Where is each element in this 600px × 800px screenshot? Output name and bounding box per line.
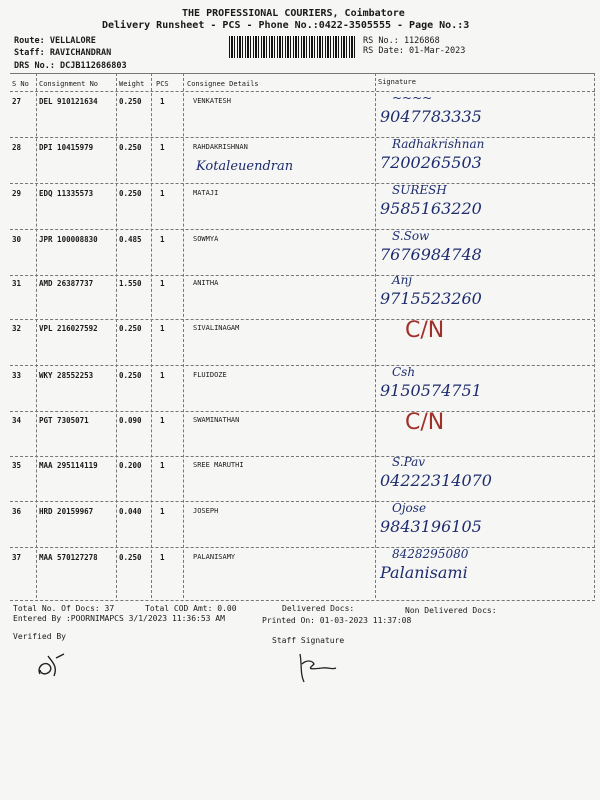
cell-consignee: SIVALINAGAM [193,324,240,332]
staff-signature [292,650,342,686]
cell-consignee: PALANISAMY [193,553,236,561]
cell-consignee: SWAMINATHAN [193,416,240,424]
cell-consignment: PGT 7305071 [39,416,89,425]
total-cod: Total COD Amt: 0.00 [145,604,237,613]
cell-consignment: MAA 295114119 [39,461,98,470]
row-separator [10,411,595,412]
row-separator [10,365,595,366]
route-label: Route: VELLALORE [14,36,96,46]
signature-phone: 04222314070 [380,471,492,490]
entered-by: Entered By :POORNIMAPCS 3/1/2023 11:36:53 AM [13,614,225,623]
column-divider [594,73,595,598]
cell-weight: 0.250 [119,97,142,106]
column-divider [375,73,376,598]
signature-mark: Radhakrishnan [392,137,485,151]
cell-weight: 0.090 [119,416,142,425]
verified-by-label: Verified By [13,632,66,641]
cell-sno: 33 [12,371,22,380]
footer-rule [10,600,595,601]
row-separator [10,275,595,276]
column-divider [151,73,152,598]
cell-weight: 0.485 [119,235,142,244]
col-consignee: Consignee Details [187,80,259,88]
cell-sno: 27 [12,97,22,106]
signature-mark: Ojose [392,501,427,515]
cell-consignment: AMD 26387737 [39,279,94,288]
signature-mark: Csh [392,365,416,379]
non-delivered-docs: Non Delivered Docs: [405,606,497,615]
cell-consignment: EDQ 11335573 [39,189,94,198]
column-divider [36,73,37,598]
row-separator [10,456,595,457]
cell-consignee: SOWMYA [193,235,219,243]
row-separator [10,137,595,138]
signature-phone: 9150574751 [380,381,482,400]
cell-consignment: JPR 100008830 [39,235,98,244]
rs-date: RS Date: 01-Mar-2023 [363,46,466,56]
drs-label: DRS No.: DCJB112686803 [14,61,127,71]
cell-pcs: 1 [160,189,165,198]
cell-pcs: 1 [160,143,165,152]
row-separator [10,319,595,320]
rs-no: RS No.: 1126868 [363,36,440,46]
cell-sno: 31 [12,279,22,288]
cell-weight: 1.550 [119,279,142,288]
signature-mark: S.Sow [392,229,430,243]
cell-consignee: MATAJI [193,189,219,197]
signature-phone: 9843196105 [380,517,482,536]
verified-signature [30,648,70,682]
header-bottom-rule [10,91,595,92]
cell-pcs: 1 [160,553,165,562]
col-pcs: PCS [156,80,169,88]
printed-on: Printed On: 01-03-2023 11:37:08 [262,616,412,625]
cell-consignment: WKY 28552253 [39,371,94,380]
cell-weight: 0.250 [119,324,142,333]
total-docs: Total No. Of Docs: 37 [13,604,115,613]
column-divider [183,73,184,598]
cell-weight: 0.250 [119,189,142,198]
cell-consignment: DEL 910121634 [39,97,98,106]
cell-pcs: 1 [160,235,165,244]
row-separator [10,229,595,230]
cell-sno: 32 [12,324,22,333]
cell-consignee: ANITHA [193,279,219,287]
signature-mark: Anj [392,273,413,287]
signature-mark: C/N [405,410,445,435]
cell-weight: 0.250 [119,371,142,380]
signature-phone: 9047783335 [380,107,482,126]
signature-mark: 8428295080 [392,547,469,561]
cell-weight: 0.250 [119,553,142,562]
cell-weight: 0.250 [119,143,142,152]
signature-phone: Palanisami [380,563,468,582]
cell-sno: 37 [12,553,22,562]
column-divider [116,73,117,598]
signature-mark: C/N [405,318,445,343]
staff-signature-label: Staff Signature [272,636,345,645]
row-separator [10,183,595,184]
signature-phone: 7676984748 [380,245,482,264]
cell-consignment: HRD 20159967 [39,507,94,516]
cell-consignment: MAA 570127278 [39,553,98,562]
delivered-docs: Delivered Docs: [282,604,355,613]
cell-pcs: 1 [160,507,165,516]
cell-consignment: VPL 216027592 [39,324,98,333]
cell-sno: 35 [12,461,22,470]
cell-consignee: SREE MARUTHI [193,461,244,469]
signature-phone: 9585163220 [380,199,482,218]
cell-sno: 30 [12,235,22,244]
signature-mark: SURESH [392,183,447,197]
signature-phone: 7200265503 [380,153,482,172]
cell-pcs: 1 [160,461,165,470]
cell-consignee: JOSEPH [193,507,219,515]
col-sno: S No [12,80,29,88]
table-top-rule [10,73,595,74]
cell-consignment: DPI 10415979 [39,143,94,152]
signature-phone: 9715523260 [380,289,482,308]
barcode [229,36,357,58]
cell-pcs: 1 [160,416,165,425]
cell-pcs: 1 [160,97,165,106]
cell-sno: 36 [12,507,22,516]
staff-label: Staff: RAVICHANDRAN [14,48,112,58]
cell-pcs: 1 [160,371,165,380]
cell-pcs: 1 [160,279,165,288]
row-separator [10,547,595,548]
cell-consignee: FLUIDOZE [193,371,227,379]
col-weight: Weight [119,80,145,88]
cell-consignee: RAHDAKRISHNAN [193,143,248,151]
handwritten-name: Kotaleuendran [196,159,294,174]
cell-weight: 0.200 [119,461,142,470]
runsheet-title: Delivery Runsheet - PCS - Phone No.:0422-3505555 - Page No.:3 [102,20,470,31]
col-consignment: Consignment No [39,80,99,88]
company-title: THE PROFESSIONAL COURIERS, Coimbatore [182,8,405,19]
cell-pcs: 1 [160,324,165,333]
col-signature: Signature [378,78,416,86]
cell-consignee: VENKATESH [193,97,231,105]
signature-mark: ~~~~ [392,91,433,105]
cell-weight: 0.040 [119,507,142,516]
row-separator [10,501,595,502]
signature-mark: S.Pav [392,455,426,469]
cell-sno: 34 [12,416,22,425]
cell-sno: 29 [12,189,22,198]
cell-sno: 28 [12,143,22,152]
